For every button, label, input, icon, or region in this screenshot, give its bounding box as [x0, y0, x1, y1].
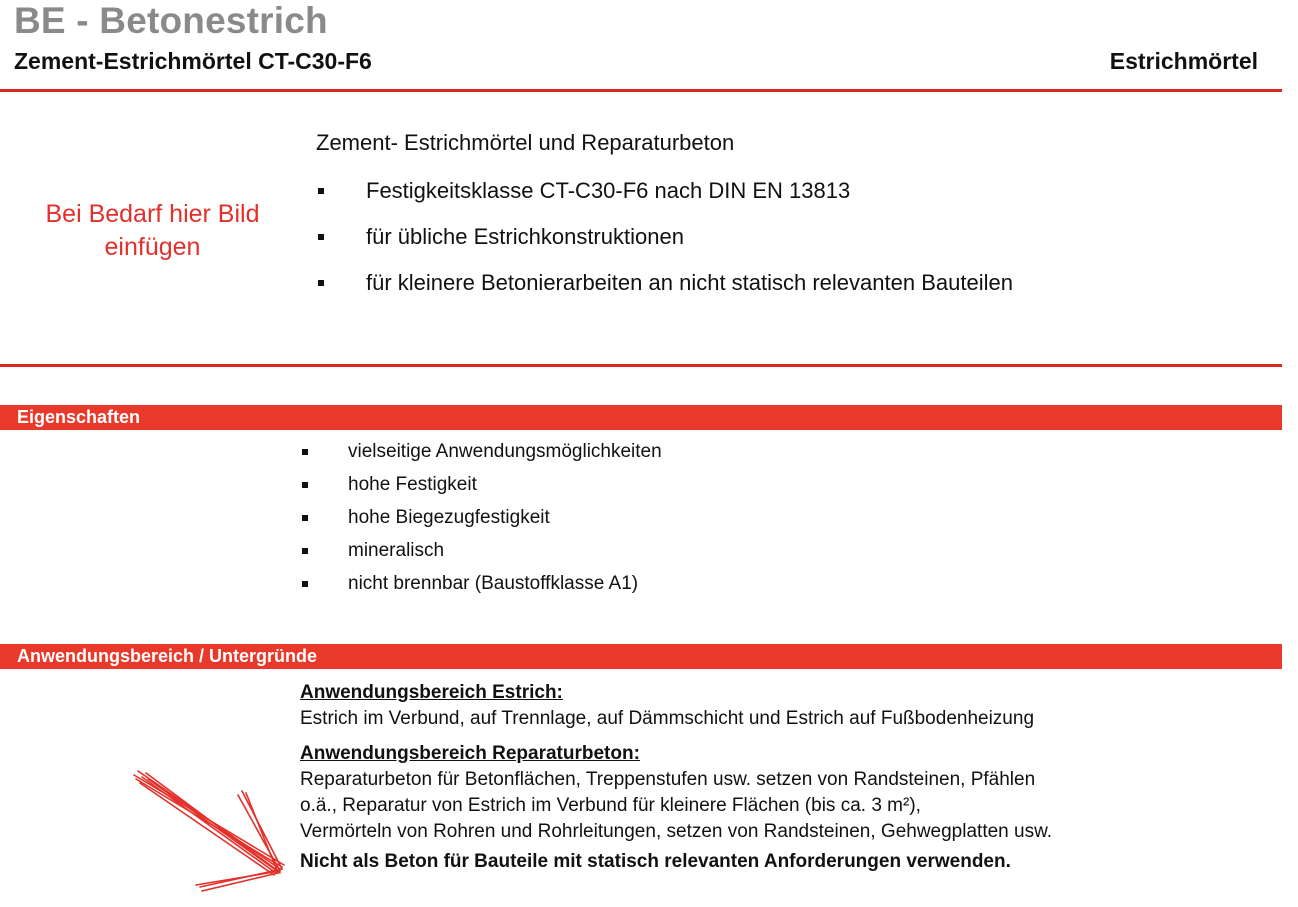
bullet-icon	[318, 280, 324, 286]
hand-drawn-arrow-icon	[130, 765, 300, 895]
bullet-icon	[318, 234, 324, 240]
intro-title: Zement- Estrichmörtel und Reparaturbeton	[316, 130, 735, 155]
intro-list	[316, 176, 1013, 314]
bullet-icon	[302, 449, 308, 455]
image-placeholder-line2: einfügen	[104, 233, 201, 261]
list-item	[300, 438, 662, 471]
list-item-text: für kleinere Betonierarbeiten an nicht statisch relevanten Bauteilen	[366, 270, 1013, 295]
list-item	[300, 537, 662, 570]
bullet-icon	[318, 188, 324, 194]
image-placeholder-line1: Bei Bedarf hier Bild	[45, 200, 260, 228]
image-placeholder[interactable]	[0, 198, 305, 264]
section-header-application: Anwendungsbereich / Untergründe	[0, 644, 1282, 669]
list-item-text: Festigkeitsklasse CT-C30-F6 nach DIN EN 13813	[366, 178, 851, 203]
brand-title: BE - Betonestrich	[14, 0, 328, 41]
bullet-icon	[302, 581, 308, 587]
properties-list	[300, 438, 662, 603]
list-item	[316, 222, 1013, 268]
list-item-text: für übliche Estrichkonstruktionen	[366, 224, 684, 249]
list-item-text: vielseitige Anwendungsmöglichkeiten	[348, 441, 662, 462]
repair-text-line2: o.ä., Reparatur von Estrich im Verbund für kleinere Flächen (bis ca. 3 m²),	[300, 795, 921, 816]
application-block	[300, 680, 1270, 877]
warning-text: Nicht als Beton für Bauteile mit statisch relevanten Anforderungen verwenden.	[300, 851, 1011, 872]
estrich-text: Estrich im Verbund, auf Trennlage, auf Dämmschicht und Estrich auf Fußbodenheizung	[300, 708, 1035, 729]
list-item	[316, 268, 1013, 314]
list-item	[300, 504, 662, 537]
list-item-text: hohe Biegezugfestigkeit	[348, 507, 550, 528]
repair-text-line1: Reparaturbeton für Betonflächen, Treppenstufen usw. setzen von Randsteinen, Pfählen	[300, 769, 1036, 790]
estrich-heading: Anwendungsbereich Estrich:	[300, 682, 563, 703]
repair-text-line3: Vermörteln von Rohren und Rohrleitungen, setzen von Randsteinen, Gehwegplatten usw.	[300, 821, 1053, 842]
list-item	[300, 471, 662, 504]
list-item	[316, 176, 1013, 222]
bullet-icon	[302, 515, 308, 521]
repair-heading: Anwendungsbereich Reparaturbeton:	[300, 743, 640, 764]
product-category: Estrichmörtel	[1109, 48, 1258, 74]
bullet-icon	[302, 548, 308, 554]
spacer	[300, 732, 1270, 741]
section-header-properties: Eigenschaften	[0, 405, 1282, 430]
list-item	[300, 570, 662, 603]
list-item-text: nicht brennbar (Baustoffklasse A1)	[348, 573, 639, 594]
product-title: Zement-Estrichmörtel CT-C30-F6	[14, 48, 372, 74]
header-rule	[0, 89, 1282, 92]
bullet-icon	[302, 482, 308, 488]
list-item-text: mineralisch	[348, 540, 445, 561]
intro-rule	[0, 364, 1282, 367]
list-item-text: hohe Festigkeit	[348, 474, 477, 495]
